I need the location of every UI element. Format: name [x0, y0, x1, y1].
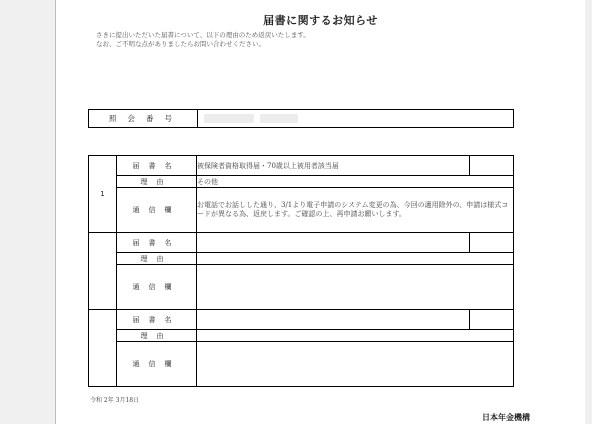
form-name-value [197, 233, 470, 253]
reason-label: 理由 [117, 253, 197, 265]
entry-2-message-row [89, 265, 514, 310]
message-label: 通信欄 [117, 188, 197, 233]
form-name-value: 被保険者資格取得届・70歳以上被用者該当届 [197, 156, 470, 176]
message-value: お電話でお話しした通り、3/1より電子申請のシステム変更の為、今回の適用除外の、申請は様式コードが異なる為、返戻します。ご確認の上、再申請お願いします。 [197, 188, 514, 233]
message-value [197, 265, 514, 310]
message-label: 通信欄 [117, 265, 197, 310]
reason-label: 理由 [117, 176, 197, 188]
entry-1-form-row [89, 156, 514, 176]
message-label: 通信欄 [117, 342, 197, 387]
reference-number-label: 照会番号 [89, 110, 198, 127]
entry-3-form-row [89, 310, 514, 330]
reason-value [197, 330, 514, 342]
return-notice-table [88, 155, 514, 387]
form-name-label: 届書名 [117, 156, 197, 176]
entry-1-reason-row [89, 176, 514, 188]
entry-2-reason-row [89, 253, 514, 265]
entry-number: 1 [89, 156, 117, 233]
form-extra-cell [470, 156, 514, 176]
message-value [197, 342, 514, 387]
entry-3-message-row [89, 342, 514, 387]
entry-1-message-row [89, 188, 514, 233]
redacted-block [204, 114, 254, 123]
entry-3-reason-row [89, 330, 514, 342]
issue-date: 令和 2年 3月18日 [90, 397, 140, 404]
form-extra-cell [470, 233, 514, 253]
reference-number-value [198, 110, 513, 127]
entry-2-form-row [89, 233, 514, 253]
document-page [55, 0, 585, 424]
reference-number-box [88, 109, 514, 128]
reason-value: その他 [197, 176, 514, 188]
entry-number [89, 233, 117, 310]
redacted-block [260, 114, 298, 123]
intro-line-1: さきに提出いただいた届書について、以下の理由のため返戻いたします。 [96, 31, 310, 39]
form-name-label: 届書名 [117, 310, 197, 330]
entry-number [89, 310, 117, 387]
intro-line-2: なお、ご不明な点がありましたらお問い合わせください。 [96, 39, 265, 48]
reason-label: 理由 [117, 330, 197, 342]
form-name-value [197, 310, 470, 330]
issuer-name: 日本年金機構 [482, 413, 530, 422]
form-extra-cell [470, 310, 514, 330]
form-name-label: 届書名 [117, 233, 197, 253]
intro-text [96, 31, 310, 48]
document-title: 届書に関するお知らせ [263, 14, 378, 27]
reason-value [197, 253, 514, 265]
